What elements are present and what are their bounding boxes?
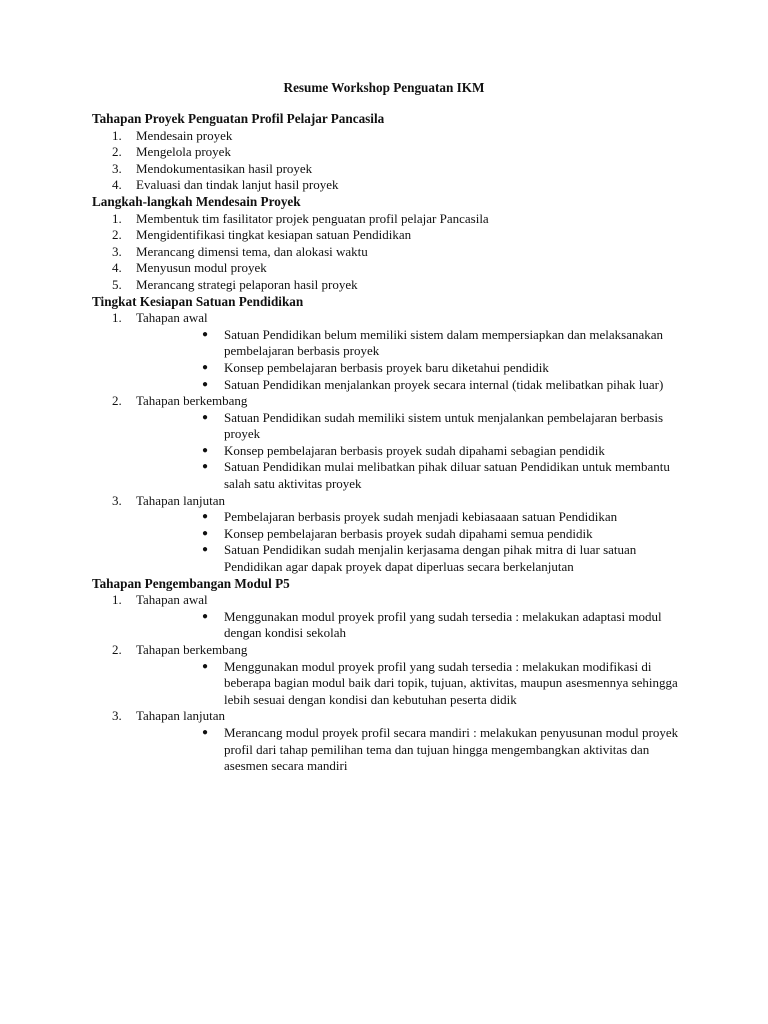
bullet-item bbox=[136, 410, 692, 443]
bullet-item-text: Konsep pembelajaran berbasis proyek baru diketahui pendidik bbox=[224, 359, 549, 375]
list-item-number: 2. bbox=[112, 227, 122, 243]
bullet-icon: ● bbox=[202, 511, 209, 523]
bullet-item bbox=[136, 459, 692, 492]
section-heading: Tahapan Proyek Penguatan Profil Pelajar Pancasila bbox=[92, 111, 385, 126]
list-item-number: 1. bbox=[112, 592, 122, 608]
list-item bbox=[92, 144, 692, 161]
bullet-item-text: Menggunakan modul proyek profil yang sudah tersedia : melakukan adaptasi modul dengan kondisi sekolah bbox=[224, 608, 662, 641]
bullet-list bbox=[136, 659, 692, 709]
bullet-item bbox=[136, 542, 692, 575]
bullet-item bbox=[136, 509, 692, 526]
list-item-number: 2. bbox=[112, 393, 122, 409]
list-item-text: Membentuk tim fasilitator projek penguatan profil pelajar Pancasila bbox=[136, 210, 489, 226]
bullet-item-text: Merancang modul proyek profil secara mandiri : melakukan penyusunan modul proyek profil dari tahap pemilihan tema dan tujuan hingga mengembangkan aktivitas dan asesmen secara mandiri bbox=[224, 724, 679, 774]
bullet-item bbox=[136, 526, 692, 543]
list-item-text: Mendokumentasikan hasil proyek bbox=[136, 160, 313, 176]
list-item-number: 2. bbox=[112, 642, 122, 657]
bullet-list bbox=[136, 609, 692, 642]
bullet-icon: ● bbox=[202, 461, 209, 473]
bullet-icon: ● bbox=[202, 527, 209, 539]
list-item-text: Tahapan lanjutan bbox=[136, 492, 225, 508]
list-item-text: Merancang dimensi tema, dan alokasi waktu bbox=[136, 243, 368, 259]
bullet-item bbox=[136, 327, 692, 360]
list-item-number: 1. bbox=[112, 127, 122, 143]
bullet-icon: ● bbox=[202, 444, 209, 456]
bullet-item bbox=[136, 377, 692, 394]
list-item bbox=[92, 310, 692, 393]
list-item bbox=[92, 128, 692, 145]
document-title: Resume Workshop Penguatan IKM bbox=[283, 80, 485, 95]
list-item-number: 1. bbox=[112, 310, 122, 326]
bullet-item-text: Satuan Pendidikan belum memiliki sistem dalam mempersiapkan dan melaksanakan pembelajaran berbasis proyek bbox=[224, 326, 664, 359]
list-item-text: Merancang strategi pelaporan hasil proyek bbox=[136, 276, 358, 292]
bullet-icon: ● bbox=[202, 328, 209, 340]
list-item bbox=[92, 493, 692, 576]
list-item-number: 1. bbox=[112, 210, 122, 226]
list-item-text: Menyusun modul proyek bbox=[136, 260, 267, 276]
list-item-text: Tahapan lanjutan bbox=[136, 708, 225, 724]
list-item-text: Mengelola proyek bbox=[136, 144, 231, 160]
bullet-item bbox=[136, 609, 692, 642]
bullet-item bbox=[136, 725, 692, 775]
list-item bbox=[92, 260, 692, 277]
bullet-list bbox=[136, 725, 692, 775]
bullet-item-text: Menggunakan modul proyek profil yang sudah tersedia : melakukan modifikasi di beberapa bagian modul baik dari topik, tujuan, aktivitas, maupun asesmennya sehingga lebih sesuai dengan kondisi dan kebutuhan peserta didik bbox=[224, 658, 678, 707]
list-item-number: 3. bbox=[112, 492, 122, 508]
numbered-list bbox=[92, 592, 692, 775]
list-item-number: 3. bbox=[112, 708, 122, 724]
list-item bbox=[92, 393, 692, 493]
list-item-text: Mengidentifikasi tingkat kesiapan satuan Pendidikan bbox=[136, 227, 412, 243]
list-item-number: 3. bbox=[112, 243, 122, 259]
list-item-text: Tahapan awal bbox=[136, 592, 208, 608]
section-heading: Tahapan Pengembangan Modul P5 bbox=[92, 575, 290, 591]
numbered-list bbox=[92, 310, 692, 576]
list-item-text: Tahapan berkembang bbox=[136, 393, 248, 409]
bullet-item-text: Pembelajaran berbasis proyek sudah menjadi kebiasaaan satuan Pendidikan bbox=[224, 509, 618, 525]
bullet-item-text: Satuan Pendidikan sudah menjalin kerjasama dengan pihak mitra di luar satuan Pendidikan agar dapak proyek dapat diperluas secara berkelanjutan bbox=[224, 542, 637, 575]
bullet-item bbox=[136, 659, 692, 709]
list-item bbox=[92, 708, 692, 774]
list-item-text: Tahapan berkembang bbox=[136, 642, 248, 657]
list-item-text: Tahapan awal bbox=[136, 310, 208, 326]
list-item bbox=[92, 211, 692, 228]
bullet-icon: ● bbox=[202, 361, 209, 373]
list-item bbox=[92, 244, 692, 261]
section-heading: Langkah-langkah Mendesain Proyek bbox=[92, 193, 301, 209]
list-item bbox=[92, 592, 692, 642]
bullet-list bbox=[136, 410, 692, 493]
list-item bbox=[92, 161, 692, 178]
bullet-item-text: Satuan Pendidikan menjalankan proyek secara internal (tidak melibatkan pihak luar) bbox=[224, 376, 664, 392]
list-item bbox=[92, 177, 692, 194]
bullet-icon: ● bbox=[202, 411, 209, 423]
document-body bbox=[92, 111, 692, 775]
list-item-number: 3. bbox=[112, 160, 122, 176]
list-item-number: 4. bbox=[112, 260, 122, 276]
numbered-list bbox=[92, 128, 692, 194]
numbered-list bbox=[92, 211, 692, 294]
list-item-text: Evaluasi dan tindak lanjut hasil proyek bbox=[136, 177, 339, 193]
bullet-item-text: Satuan Pendidikan sudah memiliki sistem untuk menjalankan pembelajaran berbasis proyek bbox=[224, 409, 664, 442]
bullet-icon: ● bbox=[202, 378, 209, 390]
bullet-item bbox=[136, 360, 692, 377]
bullet-icon: ● bbox=[202, 544, 209, 556]
bullet-list bbox=[136, 509, 692, 575]
list-item bbox=[92, 227, 692, 244]
list-item-number: 2. bbox=[112, 144, 122, 160]
list-item-number: 5. bbox=[112, 276, 122, 292]
bullet-item-text: Konsep pembelajaran berbasis proyek sudah dipahami sebagian pendidik bbox=[224, 442, 605, 458]
list-item bbox=[92, 642, 692, 708]
list-item bbox=[92, 277, 692, 294]
bullet-item bbox=[136, 443, 692, 460]
bullet-icon: ● bbox=[202, 660, 209, 672]
list-item-text: Mendesain proyek bbox=[136, 127, 233, 143]
bullet-icon: ● bbox=[202, 726, 209, 738]
list-item-number: 4. bbox=[112, 177, 122, 193]
bullet-icon: ● bbox=[202, 610, 209, 622]
bullet-item-text: Konsep pembelajaran berbasis proyek sudah dipahami semua pendidik bbox=[224, 525, 593, 541]
bullet-item-text: Satuan Pendidikan mulai melibatkan pihak diluar satuan Pendidikan untuk membantu salah satu aktivitas proyek bbox=[224, 459, 670, 492]
section-heading: Tingkat Kesiapan Satuan Pendidikan bbox=[92, 293, 304, 309]
bullet-list bbox=[136, 327, 692, 393]
